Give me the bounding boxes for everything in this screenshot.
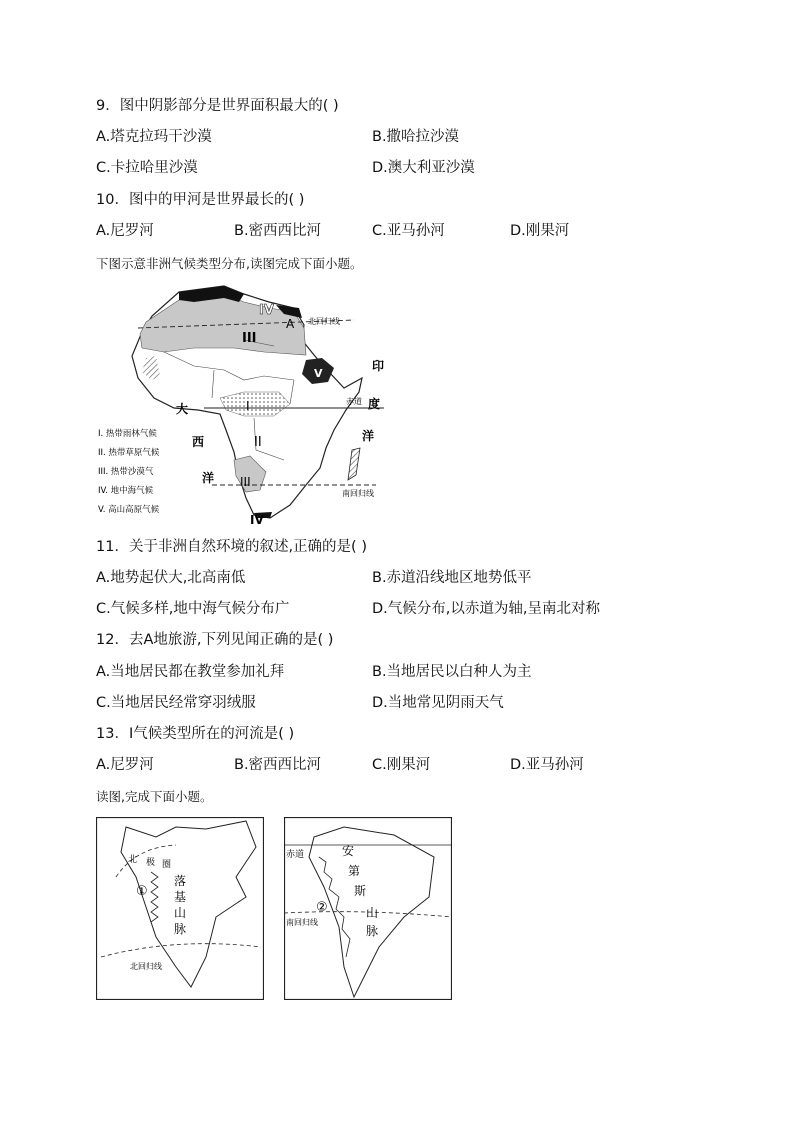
label-andes-3: 斯 xyxy=(354,884,367,898)
q11-option-b: B.赤道沿线地区地势低平 xyxy=(372,570,532,586)
q10-stem: 10．图中的甲河是世界最长的( ) xyxy=(96,192,305,208)
africa-climate-map xyxy=(94,280,424,530)
q13-option-d: D.亚马孙河 xyxy=(510,757,584,773)
label-mountain-1: 落 xyxy=(174,874,187,888)
label-andes-1: 安 xyxy=(342,844,355,858)
label-da: 大 xyxy=(176,402,189,416)
q9-stem: 9．图中阴影部分是世界面积最大的( ) xyxy=(96,98,339,114)
label-ii: II xyxy=(254,435,262,450)
q11-stem: 11．关于非洲自然环境的叙述,正确的是( ) xyxy=(96,539,367,555)
label-iv-north: IV xyxy=(259,303,274,318)
legend-item-5: V. 高山高原气候 xyxy=(98,505,160,515)
label-mountain-4: 脉 xyxy=(174,922,187,936)
legend-item-2: II. 热带草原气候 xyxy=(98,448,160,458)
label-andes-2: 第 xyxy=(348,864,361,878)
label-yang-west: 洋 xyxy=(202,471,215,485)
q11-option-c: C.气候多样,地中海气候分布广 xyxy=(96,601,290,617)
q12-option-a: A.当地居民都在教堂参加礼拜 xyxy=(96,664,285,680)
label-arctic-3: 圈 xyxy=(162,860,172,870)
label-num-2: ② xyxy=(316,900,328,915)
label-v: V xyxy=(314,367,323,380)
map-legend xyxy=(98,428,160,515)
label-tropic-cancer: 北回归线 xyxy=(130,962,162,971)
label-iv-south: IV xyxy=(250,513,264,527)
q12-stem: 12．去A地旅游,下列见闻正确的是( ) xyxy=(96,632,334,648)
q9-option-a: A.塔克拉玛干沙漠 xyxy=(96,129,212,145)
q9-option-c: C.卡拉哈里沙漠 xyxy=(96,160,198,176)
q10-option-a: A.尼罗河 xyxy=(96,223,154,239)
north-america-map xyxy=(96,817,264,1000)
label-a: A xyxy=(286,317,295,331)
label-equator: 赤道 xyxy=(286,850,305,860)
label-iii-north: III xyxy=(242,331,257,346)
label-arctic-2: 极 xyxy=(146,858,156,868)
q10-option-c: C.亚马孙河 xyxy=(372,223,445,239)
label-yang-east: 洋 xyxy=(362,429,375,443)
q11-option-d: D.气候分布,以赤道为轴,呈南北对称 xyxy=(372,601,600,617)
label-iii-south: III xyxy=(240,475,251,489)
q9-option-d: D.澳大利亚沙漠 xyxy=(372,160,475,176)
q10-option-d: D.刚果河 xyxy=(510,223,570,239)
americas-intro: 读图,完成下面小题。 xyxy=(96,789,213,804)
legend-item-1: I. 热带雨林气候 xyxy=(98,429,157,439)
label-du: 度 xyxy=(368,397,381,411)
madagascar-island xyxy=(348,448,360,480)
q9-option-b: B.撒哈拉沙漠 xyxy=(372,129,460,145)
africa-intro: 下图示意非洲气候类型分布,读图完成下面小题。 xyxy=(96,256,363,271)
q13-option-b: B.密西西比河 xyxy=(234,757,322,773)
label-andes-4: 山 xyxy=(366,906,379,920)
q13-stem: 13．I气候类型所在的河流是( ) xyxy=(96,726,295,742)
label-equator: 赤道 xyxy=(346,397,362,406)
label-andes-5: 脉 xyxy=(366,924,379,938)
q13-option-a: A.尼罗河 xyxy=(96,757,154,773)
label-mountain-3: 山 xyxy=(174,906,187,920)
legend-item-3: III. 热带沙漠气 xyxy=(98,467,154,477)
q12-option-d: D.当地常见阴雨天气 xyxy=(372,695,504,711)
q12-option-c: C.当地居民经常穿羽绒服 xyxy=(96,695,256,711)
sahara-desert-region xyxy=(140,294,306,355)
label-xi: 西 xyxy=(192,435,205,449)
q12-option-b: B.当地居民以白种人为主 xyxy=(372,664,532,680)
label-i: I xyxy=(246,399,250,413)
label-tropic-capricorn: 南回归线 xyxy=(286,918,318,927)
label-yin: 印 xyxy=(372,359,385,373)
legend-item-4: IV. 地中海气候 xyxy=(98,486,154,496)
q10-option-b: B.密西西比河 xyxy=(234,223,322,239)
label-mountain-2: 基 xyxy=(174,890,187,904)
label-arctic-1: 北 xyxy=(128,855,138,865)
label-num-1: ① xyxy=(136,884,148,899)
south-america-map xyxy=(284,817,452,1000)
label-tropic-cancer: 北回归线 xyxy=(308,317,340,326)
label-tropic-capricorn: 南回归线 xyxy=(342,489,374,498)
mediterranean-north xyxy=(179,286,244,302)
q11-option-a: A.地势起伏大,北高南低 xyxy=(96,570,246,586)
q13-option-c: C.刚果河 xyxy=(372,757,431,773)
